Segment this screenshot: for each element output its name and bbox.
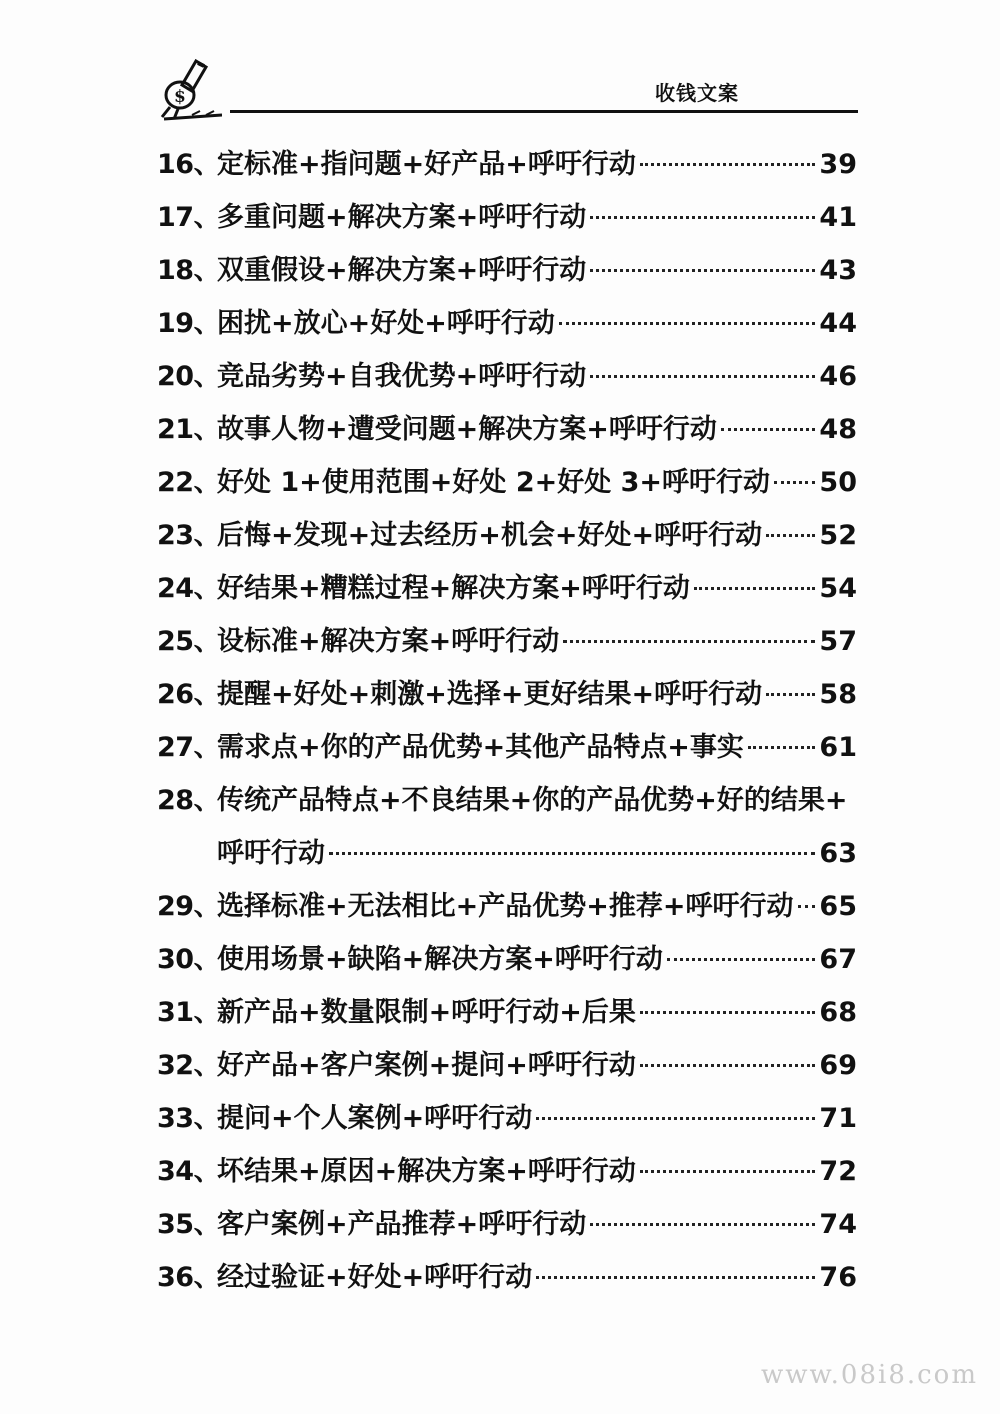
toc-entry-title: 困扰+放心+好处+呼吁行动	[217, 308, 555, 339]
dot-leader	[536, 1117, 815, 1120]
toc-entry[interactable]	[157, 933, 857, 986]
dot-leader	[590, 269, 815, 272]
toc-entry-page-number: 50	[819, 467, 857, 498]
toc-entry[interactable]	[157, 138, 857, 191]
toc-entry-number: 19、	[157, 308, 221, 339]
toc-entry-title: 传统产品特点+不良结果+你的产品优势+好的结果+	[217, 785, 848, 816]
toc-entry-page-number: 76	[819, 1262, 857, 1293]
toc-entry-number: 35、	[157, 1209, 221, 1240]
toc-entry[interactable]	[157, 774, 857, 827]
header-title: 收钱文案	[655, 81, 739, 105]
toc-entry[interactable]	[157, 562, 857, 615]
toc-entry-title: 提问+个人案例+呼吁行动	[217, 1103, 533, 1134]
page-header	[150, 55, 870, 130]
toc-entry-number: 17、	[157, 202, 221, 233]
dot-leader	[640, 1170, 816, 1173]
toc-entry-number: 23、	[157, 520, 221, 551]
toc-entry-page-number: 61	[819, 732, 857, 763]
toc-entry-title: 经过验证+好处+呼吁行动	[217, 1262, 533, 1293]
toc-entry-page-number: 72	[819, 1156, 857, 1187]
toc-entry-title: 竞品劣势+自我优势+呼吁行动	[217, 361, 587, 392]
dot-leader	[774, 481, 815, 484]
toc-entry[interactable]	[157, 668, 857, 721]
toc-entry-title: 提醒+好处+刺激+选择+更好结果+呼吁行动	[217, 679, 763, 710]
money-bag-pen-icon	[152, 57, 222, 125]
watermark: www.08i8.com	[760, 1360, 978, 1390]
toc-entry-title: 需求点+你的产品优势+其他产品特点+事实	[217, 732, 744, 763]
toc-entry[interactable]	[157, 615, 857, 668]
table-of-contents	[157, 138, 857, 1304]
toc-entry-title: 定标准+指问题+好产品+呼吁行动	[217, 149, 636, 180]
toc-entry[interactable]	[157, 986, 857, 1039]
header-rule	[230, 110, 858, 113]
toc-entry-page-number: 68	[819, 997, 857, 1028]
toc-entry[interactable]	[157, 456, 857, 509]
toc-entry-title: 使用场景+缺陷+解决方案+呼吁行动	[217, 944, 663, 975]
dot-leader	[590, 1223, 815, 1226]
toc-entry-number: 20、	[157, 361, 221, 392]
toc-entry-number: 25、	[157, 626, 221, 657]
toc-entry-number: 34、	[157, 1156, 221, 1187]
toc-entry-page-number: 65	[819, 891, 857, 922]
toc-entry-number: 31、	[157, 997, 221, 1028]
toc-entry-title: 新产品+数量限制+呼吁行动+后果	[217, 997, 636, 1028]
dot-leader	[748, 746, 816, 749]
toc-entry-title: 好处 1+使用范围+好处 2+好处 3+呼吁行动	[217, 467, 771, 498]
toc-entry-number: 30、	[157, 944, 221, 975]
toc-entry[interactable]	[157, 509, 857, 562]
dot-leader	[640, 163, 816, 166]
toc-entry-page-number: 71	[819, 1103, 857, 1134]
dot-leader	[721, 428, 816, 431]
toc-entry-page-number: 52	[819, 520, 857, 551]
toc-entry[interactable]	[157, 244, 857, 297]
toc-entry[interactable]	[157, 721, 857, 774]
toc-entry-title: 设标准+解决方案+呼吁行动	[217, 626, 560, 657]
dot-leader	[766, 534, 815, 537]
toc-entry-number: 16、	[157, 149, 221, 180]
toc-entry-number: 29、	[157, 891, 221, 922]
svg-text:$: $	[174, 87, 186, 107]
toc-entry[interactable]	[157, 1145, 857, 1198]
dot-leader	[798, 905, 816, 908]
toc-entry-number: 28、	[157, 785, 221, 816]
toc-entry-page-number: 44	[819, 308, 857, 339]
toc-entry-page-number: 46	[819, 361, 857, 392]
toc-entry-number: 18、	[157, 255, 221, 286]
toc-entry-page-number: 67	[819, 944, 857, 975]
toc-entry-page-number: 54	[819, 573, 857, 604]
toc-entry-title: 多重问题+解决方案+呼吁行动	[217, 202, 587, 233]
dot-leader	[590, 375, 815, 378]
toc-entry-title: 坏结果+原因+解决方案+呼吁行动	[217, 1156, 636, 1187]
toc-entry[interactable]	[157, 880, 857, 933]
toc-entry[interactable]	[157, 1251, 857, 1304]
toc-entry-title-continued: 呼吁行动	[217, 838, 325, 869]
dot-leader	[559, 322, 816, 325]
toc-entry-number: 27、	[157, 732, 221, 763]
toc-entry-page-number: 43	[819, 255, 857, 286]
toc-entry[interactable]	[157, 297, 857, 350]
toc-entry-number: 32、	[157, 1050, 221, 1081]
toc-entry[interactable]	[157, 350, 857, 403]
dot-leader	[694, 587, 816, 590]
dot-leader	[536, 1276, 815, 1279]
toc-entry-title: 故事人物+遭受问题+解决方案+呼吁行动	[217, 414, 717, 445]
toc-entry-number: 33、	[157, 1103, 221, 1134]
toc-entry-title: 好结果+糟糕过程+解决方案+呼吁行动	[217, 573, 690, 604]
toc-entry-title: 双重假设+解决方案+呼吁行动	[217, 255, 587, 286]
toc-entry-number: 22、	[157, 467, 221, 498]
toc-entry[interactable]	[157, 1092, 857, 1145]
dot-leader	[329, 852, 815, 855]
toc-entry-page-number: 63	[819, 838, 857, 869]
toc-entry-title: 后悔+发现+过去经历+机会+好处+呼吁行动	[217, 520, 763, 551]
dot-leader	[667, 958, 816, 961]
toc-entry-number: 21、	[157, 414, 221, 445]
toc-entry-page-number: 39	[819, 149, 857, 180]
toc-entry-title: 选择标准+无法相比+产品优势+推荐+呼吁行动	[217, 891, 794, 922]
toc-entry[interactable]	[157, 191, 857, 244]
dot-leader	[640, 1011, 816, 1014]
toc-entry-page-number: 57	[819, 626, 857, 657]
toc-entry-number: 24、	[157, 573, 221, 604]
toc-entry-page-number: 58	[819, 679, 857, 710]
toc-entry[interactable]	[157, 1198, 857, 1251]
toc-entry-page-number: 74	[819, 1209, 857, 1240]
toc-entry[interactable]	[157, 403, 857, 456]
toc-entry-title: 客户案例+产品推荐+呼吁行动	[217, 1209, 587, 1240]
dot-leader	[563, 640, 815, 643]
dot-leader	[640, 1064, 816, 1067]
toc-entry-page-number: 48	[819, 414, 857, 445]
toc-entry-page-number: 41	[819, 202, 857, 233]
toc-entry-title: 好产品+客户案例+提问+呼吁行动	[217, 1050, 636, 1081]
dot-leader	[766, 693, 815, 696]
toc-entry[interactable]	[157, 1039, 857, 1092]
toc-entry-page-number: 69	[819, 1050, 857, 1081]
dot-leader	[590, 216, 815, 219]
toc-entry-number: 36、	[157, 1262, 221, 1293]
toc-entry-continuation[interactable]	[157, 827, 857, 880]
toc-entry-number: 26、	[157, 679, 221, 710]
